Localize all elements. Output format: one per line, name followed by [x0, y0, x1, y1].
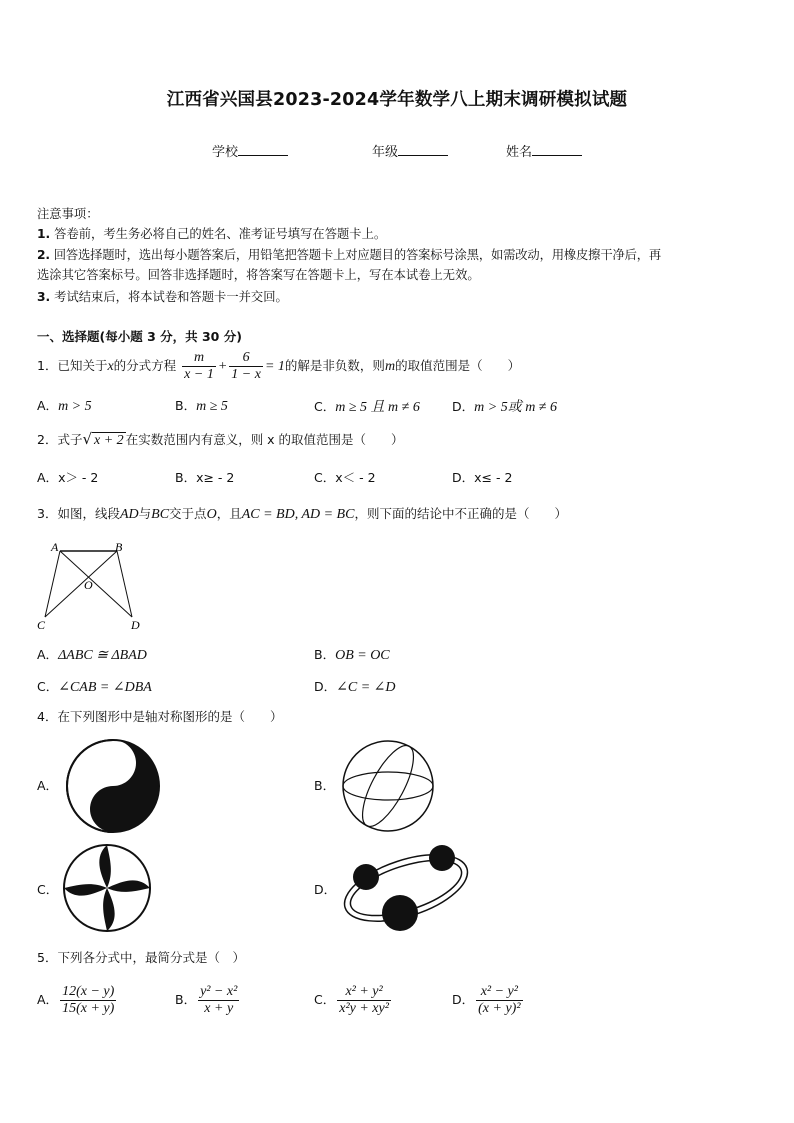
note-item [37, 245, 661, 263]
option-b[interactable]: B． $\frac{\text{y² − x²}}{x + y}$ [175, 984, 238, 1016]
option-c[interactable]: C． $\frac{\text{x² + y²}}{\text{x²y + xy²}}$ [314, 984, 389, 1016]
q1-var-x: x [107, 359, 114, 374]
grade-field [372, 141, 448, 160]
option-a[interactable]: A． $\frac{12(x - y)}{15(x + y)}$ [37, 984, 115, 1016]
option-d-fraction: $\frac{\text{x² − y²}}{\text{(x + y)²}}$ [478, 984, 521, 1016]
q2-radical: √ [82, 430, 93, 448]
page-title: 江西省兴国县2023-2024学年数学八上期末调研模拟试题 [166, 90, 628, 110]
q3-figure [35, 538, 150, 633]
question-2-stem [37, 430, 404, 449]
option-c-label[interactable]: C． [37, 882, 59, 897]
question-5-stem: 5．下列各分式中，最简分式是（ ） [37, 950, 245, 965]
option-c[interactable]: C．∠CAB = ∠DBA [37, 679, 152, 695]
option-d-label[interactable]: D． [314, 882, 337, 897]
option-a-label[interactable]: A． [37, 778, 59, 793]
option-d[interactable]: D．∠C = ∠D [314, 679, 396, 695]
name-blank [532, 143, 582, 156]
q1-plus: + [217, 359, 228, 374]
note-text: 答卷前，考生务必将自己的姓名、准考证号填写在答题卡上。 [54, 227, 387, 241]
q1-prefix: 1．已知关于 [37, 358, 108, 373]
option-a-fraction: $\frac{12(x - y)}{15(x + y)}$ [62, 984, 115, 1016]
q1-mid: 的分式方程 [113, 358, 177, 373]
question-3-stem: 3．如图，线段AD与BC交于点O，且AC = BD, AD = BC，则下面的结论中不正确的是（ ） [37, 506, 567, 522]
question-4-stem: 4．在下列图形中是轴对称图形的是（ ） [37, 709, 283, 724]
option-a[interactable]: A．ΔABC ≅ ΔBAD [37, 647, 147, 663]
school-field [212, 141, 288, 160]
q2-suffix: 在实数范围内有意义，则 x 的取值范围是（ ） [125, 432, 404, 447]
option-b[interactable]: B．x≥ - 2 [175, 470, 235, 485]
option-a[interactable]: A．x＞ - 2 [37, 470, 99, 485]
option-b[interactable]: B．m ≥ 5 [175, 398, 228, 414]
q2-radicand: x + 2 [94, 433, 124, 448]
q2-prefix: 2．式子 [37, 432, 83, 447]
q1-var-m: m [384, 359, 396, 374]
school-label: 学校 [212, 145, 239, 160]
yin-yang-figure[interactable] [65, 738, 161, 834]
fig-label-d: D [131, 618, 140, 632]
q1-fraction-2: $\frac{6}{1 - x}$ [231, 350, 261, 382]
note-item-continued [37, 265, 480, 283]
note-item [37, 287, 288, 305]
option-d[interactable]: D． $\frac{\text{x² − y²}}{\text{(x + y)²}}$ [452, 984, 521, 1016]
grade-blank [398, 143, 448, 156]
option-c[interactable]: C．x＜ - 2 [314, 470, 376, 485]
note-number: 2. [37, 248, 50, 262]
option-b-label[interactable]: B． [314, 778, 336, 793]
note-number: 3. [37, 290, 51, 304]
note-number: 1. [37, 227, 51, 241]
q1-suffix-1: 的解是非负数，则 [284, 358, 385, 373]
notes-heading: 注意事项： [37, 207, 99, 221]
option-c-fraction: $\frac{\text{x² + y²}}{\text{x²y + xy²}}$ [339, 984, 389, 1016]
note-text: 选涂其它答案标号。回答非选择题时，将答案写在答题卡上，写在本试卷上无效。 [37, 268, 480, 282]
fig-label-o: O [84, 578, 93, 592]
sphere-figure[interactable] [340, 738, 436, 834]
orbit-figure[interactable] [338, 840, 474, 936]
q1-fraction-1: $\frac{m}{x - 1}$ [184, 350, 214, 382]
school-blank [238, 143, 288, 156]
option-d[interactable]: D．x≤ - 2 [452, 470, 513, 485]
question-1-stem [37, 348, 520, 385]
section-heading: 一、选择题(每小题 3 分，共 30 分) [37, 329, 242, 344]
note-item [37, 224, 386, 242]
fig-label-a: A [51, 540, 59, 554]
fig-label-b: B [115, 540, 123, 554]
option-b[interactable]: B．OB = OC [314, 647, 390, 663]
pinwheel-figure[interactable] [62, 843, 152, 933]
option-d[interactable]: D．m > 5或 m ≠ 6 [452, 399, 557, 415]
grade-label: 年级 [372, 145, 399, 160]
note-text: 考试结束后，将本试卷和答题卡一并交回。 [54, 290, 288, 304]
option-c[interactable]: C．m ≥ 5 且 m ≠ 6 [314, 399, 420, 415]
option-b-fraction: $\frac{\text{y² − x²}}{x + y}$ [200, 984, 238, 1016]
name-field [506, 141, 582, 160]
name-label: 姓名 [506, 145, 533, 160]
q1-equals: = 1 [264, 359, 285, 374]
option-a[interactable]: A．m > 5 [37, 398, 92, 414]
q1-suffix-2: 的取值范围是（ ） [395, 358, 521, 373]
note-text: 回答选择题时，选出每小题答案后，用铅笔把答题卡上对应题目的答案标号涂黑，如需改动，用橡皮擦干净后，再 [53, 248, 662, 262]
fig-label-c: C [37, 618, 46, 632]
